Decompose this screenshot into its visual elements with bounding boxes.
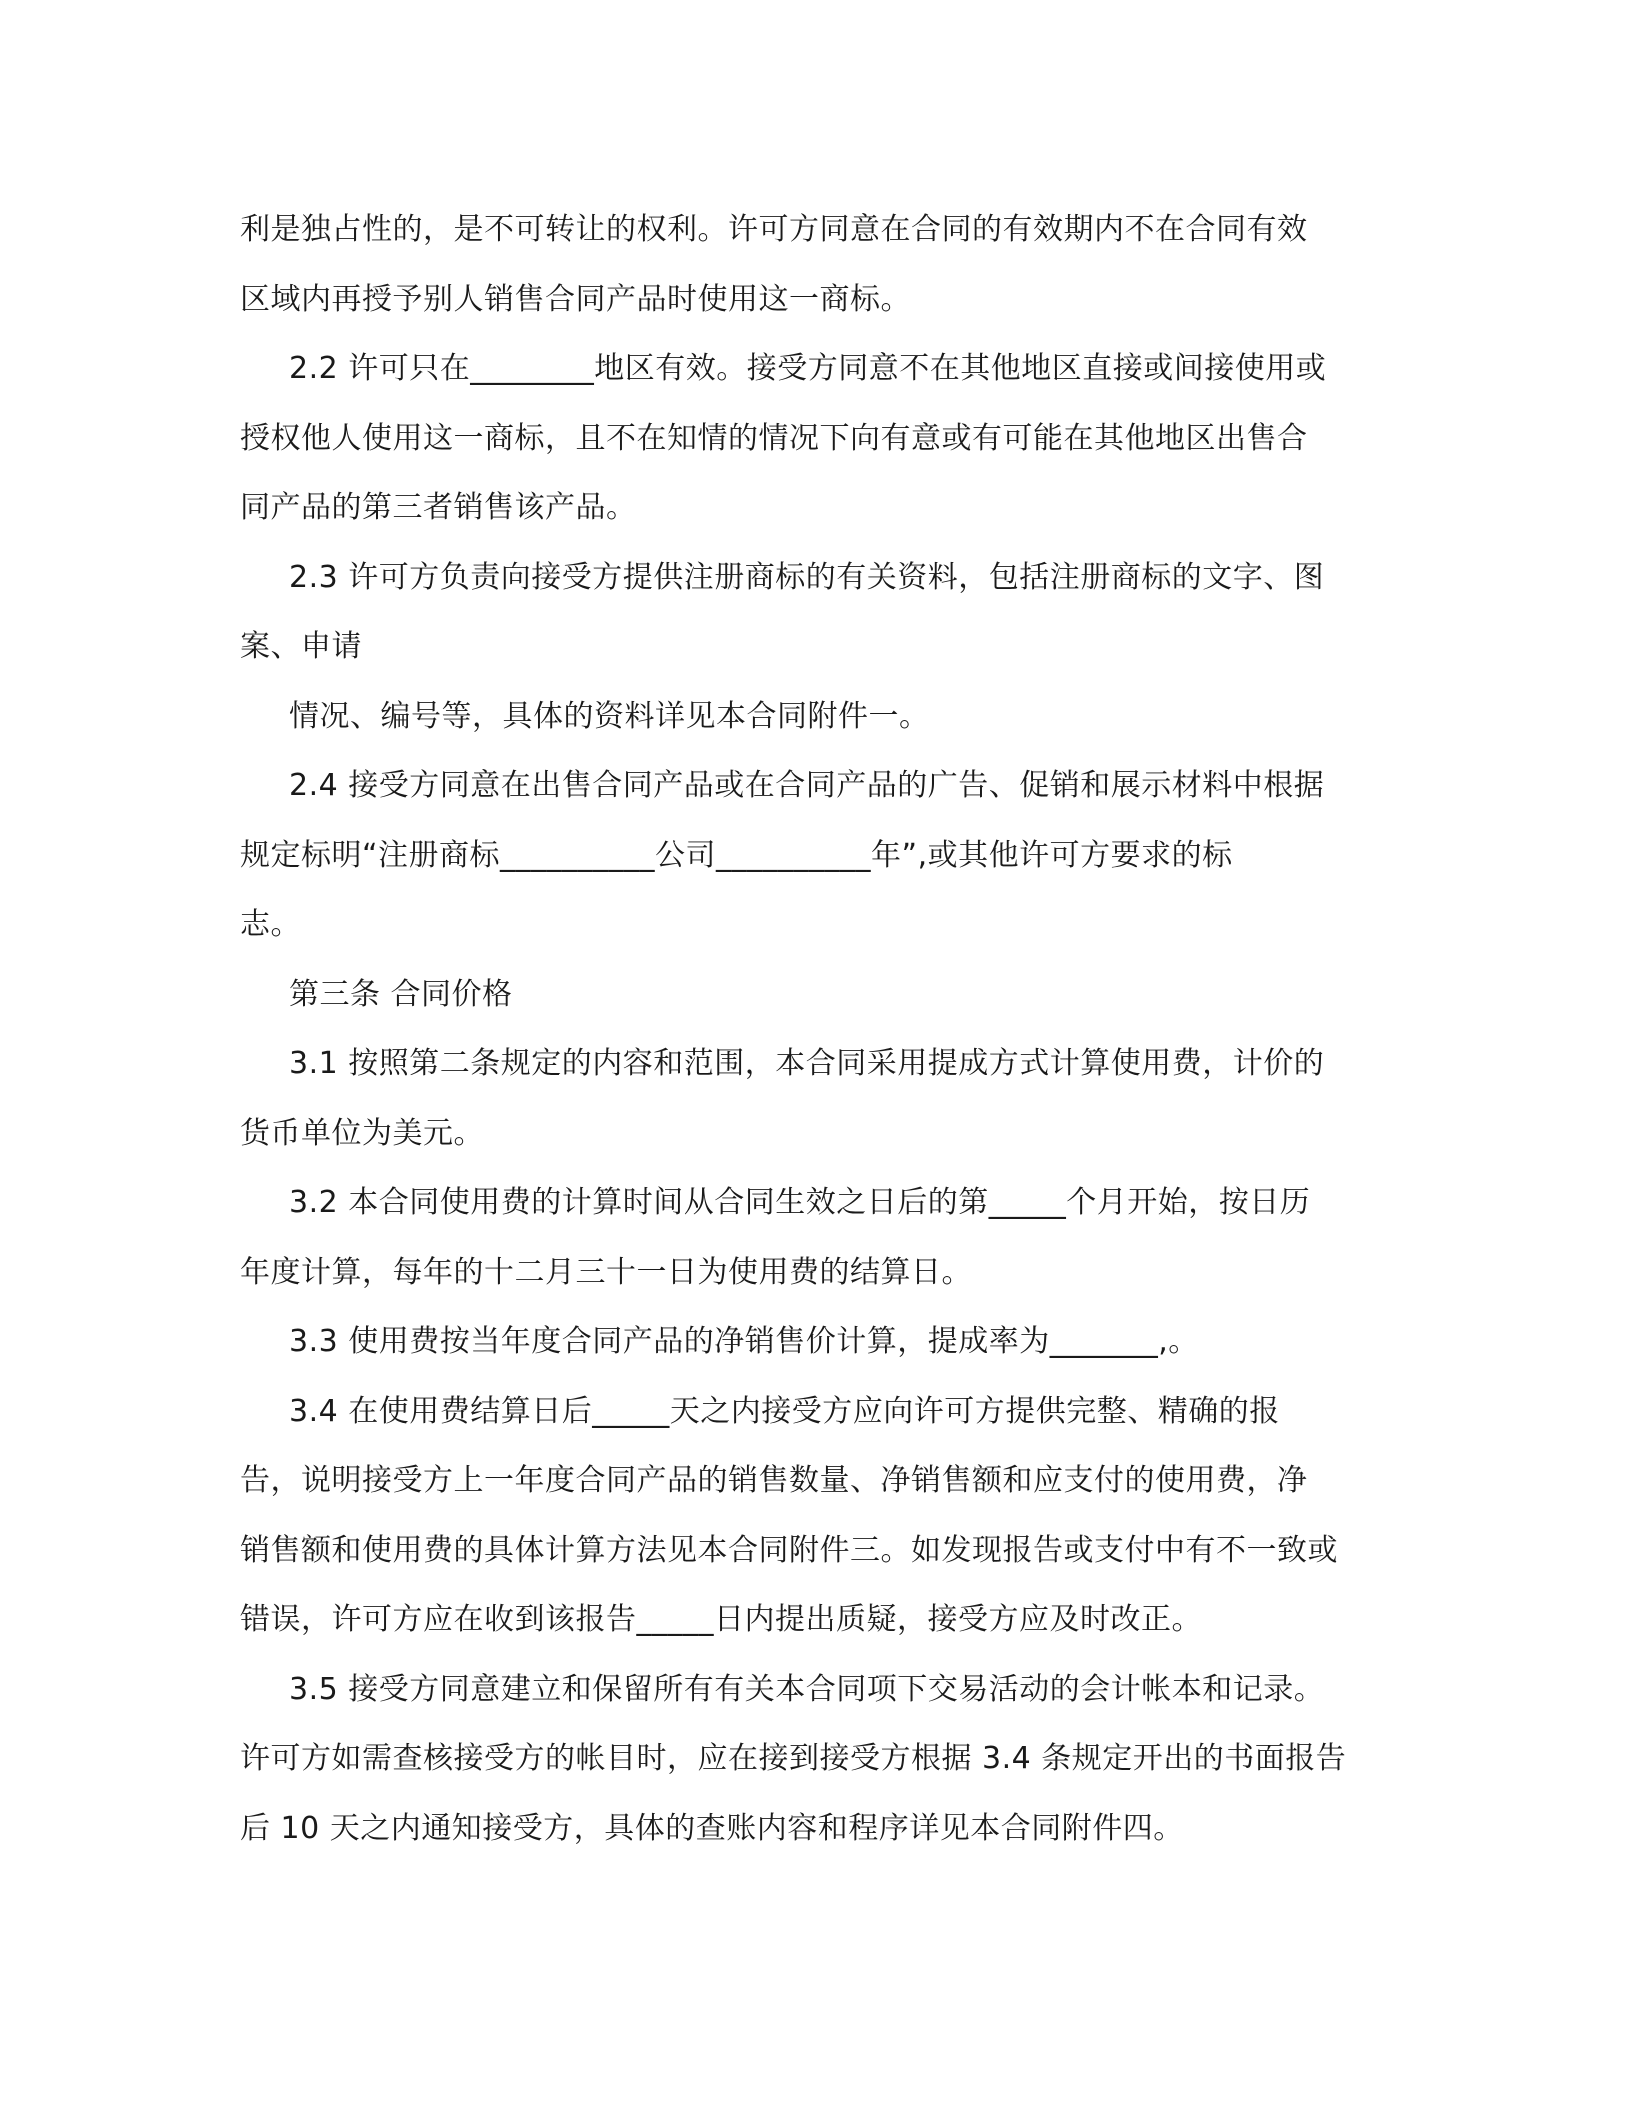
- clause-3-2: 3.2 本合同使用费的计算时间从合同生效之日后的第_____个月开始，按日历: [289, 1185, 1311, 1220]
- text-line: 利是独占性的，是不可转让的权利。许可方同意在合同的有效期内不在合同有效: [240, 212, 1308, 247]
- clause-3-1: 3.1 按照第二条规定的内容和范围，本合同采用提成方式计算使用费，计价的: [289, 1046, 1325, 1081]
- section-heading: 第三条 合同价格: [289, 976, 513, 1012]
- clause-3-3: 3.3 使用费按当年度合同产品的净销售价计算，提成率为_______,。: [289, 1324, 1199, 1359]
- text-line: 规定标明“注册商标__________公司__________年”,或其他许可方要求的标: [240, 837, 1233, 873]
- text-line: 志。: [240, 907, 301, 942]
- text-line: 授权他人使用这一商标，且不在知情的情况下向有意或有可能在其他地区出售合: [240, 420, 1308, 456]
- clause-2-2: 2.2 许可只在________地区有效。接受方同意不在其他地区直接或间接使用或: [289, 351, 1327, 386]
- clause-2-3: 2.3 许可方负责向接受方提供注册商标的有关资料，包括注册商标的文字、图: [289, 559, 1325, 595]
- text-line: 案、申请: [240, 629, 362, 664]
- text-line: 告，说明接受方上一年度合同产品的销售数量、净销售额和应支付的使用费，净: [240, 1463, 1308, 1498]
- text-line: 货币单位为美元。: [240, 1115, 484, 1151]
- text-line: 情况、编号等，具体的资料详见本合同附件一。: [289, 698, 930, 734]
- document-body: [240, 195, 1390, 1863]
- text-line: 错误，许可方应在收到该报告_____日内提出质疑，接受方应及时改正。: [240, 1602, 1202, 1637]
- text-line: 后 10 天之内通知接受方，具体的查账内容和程序详见本合同附件四。: [240, 1810, 1184, 1846]
- text-line: 区域内再授予别人销售合同产品时使用这一商标。: [240, 281, 911, 317]
- text-line: 许可方如需查核接受方的帐目时，应在接到接受方根据 3.4 条规定开出的书面报告: [240, 1741, 1347, 1776]
- clause-3-4: 3.4 在使用费结算日后_____天之内接受方应向许可方提供完整、精确的报: [289, 1393, 1280, 1429]
- clause-3-5: 3.5 接受方同意建立和保留所有有关本合同项下交易活动的会计帐本和记录。: [289, 1671, 1325, 1707]
- text-line: 销售额和使用费的具体计算方法见本合同附件三。如发现报告或支付中有不一致或: [240, 1532, 1338, 1568]
- clause-2-4: 2.4 接受方同意在出售合同产品或在合同产品的广告、促销和展示材料中根据: [289, 768, 1325, 803]
- text-line: 年度计算，每年的十二月三十一日为使用费的结算日。: [240, 1254, 972, 1290]
- text-line: 同产品的第三者销售该产品。: [240, 490, 637, 525]
